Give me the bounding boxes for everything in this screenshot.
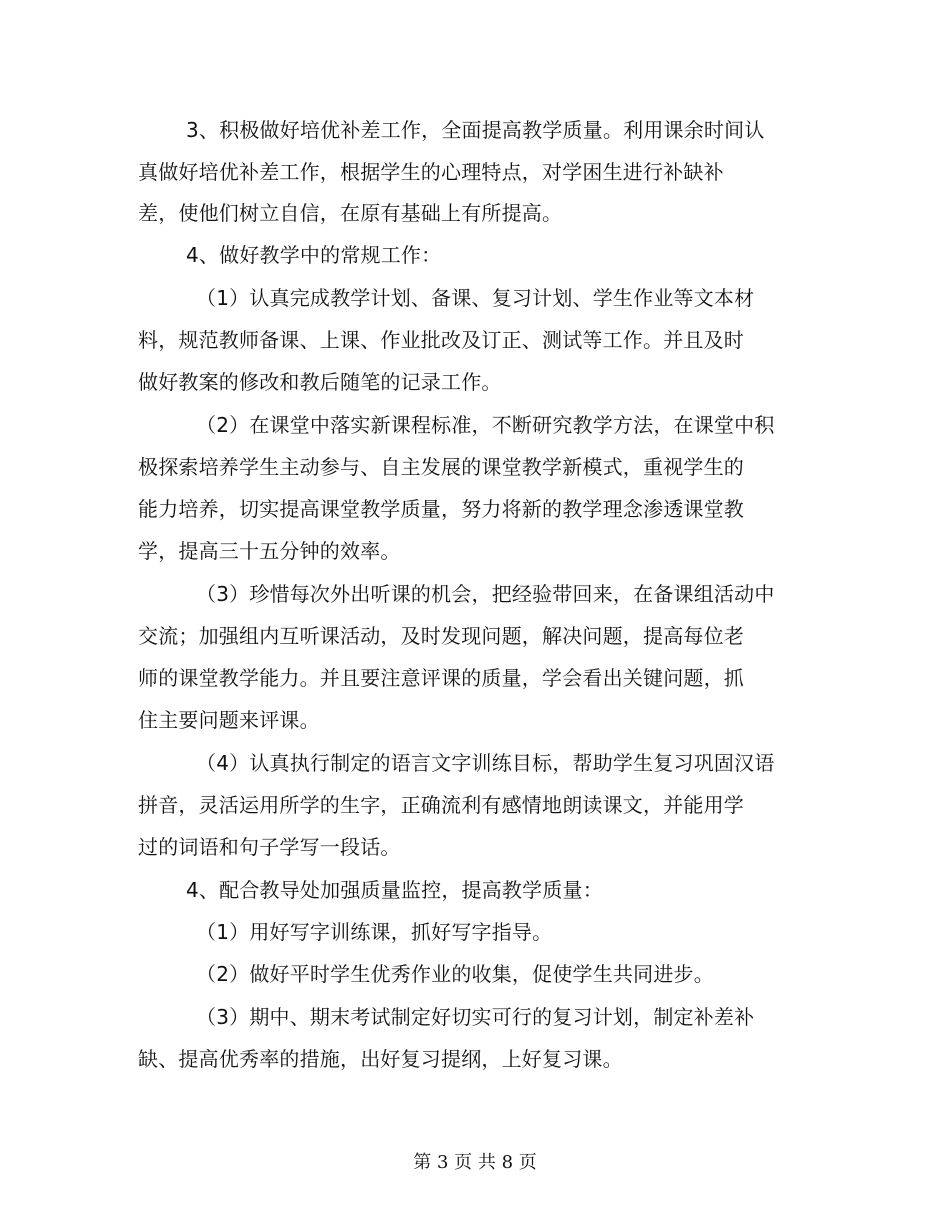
text-line: 4、配合教导处加强质量监控，提高教学质量： bbox=[186, 878, 603, 902]
text-line: 学，提高三十五分钟的效率。 bbox=[138, 539, 401, 563]
text-line: 拼音，灵活运用所学的生字，正确流利有感情地朗读课文，并能用学 bbox=[138, 793, 744, 817]
text-line: 真做好培优补差工作，根据学生的心理特点，对学困生进行补缺补 bbox=[138, 160, 724, 184]
text-line: （1）认真完成教学计划、备课、复习计划、学生作业等文本材 bbox=[196, 286, 755, 310]
text-line: 缺、提高优秀率的措施，出好复习提纲，上好复习课。 bbox=[138, 1047, 623, 1071]
text-line: 料，规范教师备课、上课、作业批改及订正、测试等工作。并且及时 bbox=[138, 328, 744, 352]
text-line: 能力培养，切实提高课堂教学质量，努力将新的教学理念渗透课堂教 bbox=[138, 497, 744, 521]
page-footer: 第 3 页 共 8 页 bbox=[413, 1152, 537, 1173]
text-line: （3）珍惜每次外出听课的机会，把经验带回来，在备课组活动中 bbox=[196, 582, 775, 606]
text-line: （1）用好写字训练课，抓好写字指导。 bbox=[196, 920, 553, 944]
text-line: 过的词语和句子学写一段话。 bbox=[138, 835, 401, 859]
text-line: 4、做好教学中的常规工作： bbox=[186, 243, 442, 267]
text-line: 师的课堂教学能力。并且要注意评课的质量，学会看出关键问题，抓 bbox=[138, 666, 744, 690]
text-line: 交流；加强组内互听课活动，及时发现问题，解决问题，提高每位老 bbox=[138, 624, 744, 648]
text-line: 做好教案的修改和教后随笔的记录工作。 bbox=[138, 370, 502, 394]
text-line: （2）做好平时学生优秀作业的收集，促使学生共同进步。 bbox=[196, 962, 714, 986]
text-line: 3、积极做好培优补差工作，全面提高教学质量。利用课余时间认 bbox=[186, 118, 765, 142]
text-line: （3）期中、期末考试制定好切实可行的复习计划，制定补差补 bbox=[196, 1005, 755, 1029]
text-line: 住主要问题来评课。 bbox=[138, 708, 320, 732]
text-line: （2）在课堂中落实新课程标准，不断研究教学方法，在课堂中积 bbox=[196, 413, 775, 437]
text-line: 差，使他们树立自信，在原有基础上有所提高。 bbox=[138, 201, 563, 225]
text-line: （4）认真执行制定的语言文字训练目标，帮助学生复习巩固汉语 bbox=[196, 751, 775, 775]
text-line: 极探索培养学生主动参与、自主发展的课堂教学新模式，重视学生的 bbox=[138, 455, 744, 479]
